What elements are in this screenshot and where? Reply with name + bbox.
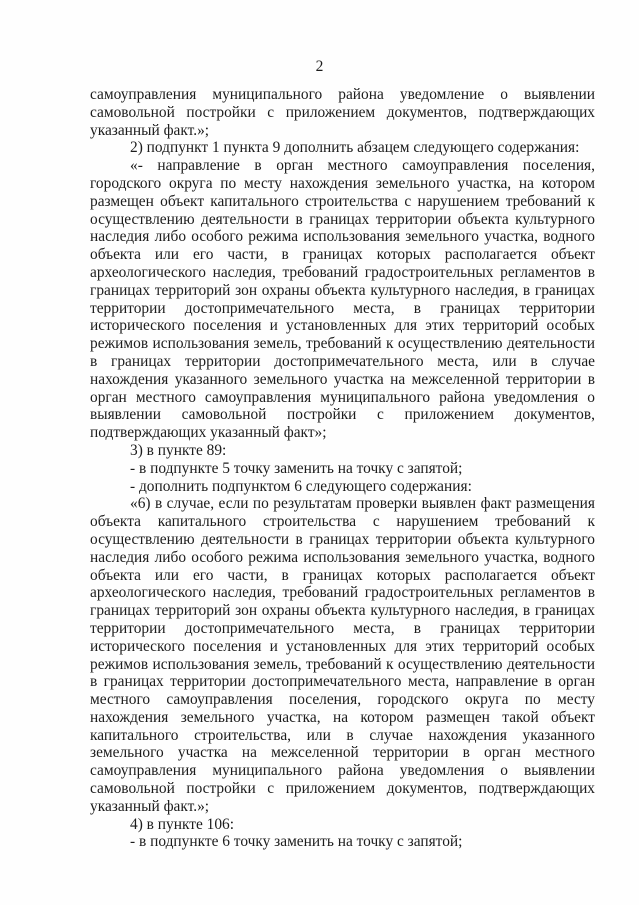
paragraph-subitem-replace-5: - в подпункте 5 точку заменить на точку с запятой; <box>130 459 463 477</box>
paragraph-item-2: 2) подпункт 1 пункта 9 дополнить абзацем следующего содержания: <box>130 139 580 157</box>
paragraph-item-3: 3) в пункте 89: <box>130 441 227 459</box>
paragraph-quoted-addition-1: «- направление в орган местного самоуправления поселения, городского округа по месту нахождения земельного участка, на котором размещен объект капитального строительства с нарушением требований к осуществлению деятельности в границах территории объекта культурного наследия либо особого режима использования земельного участка, водного объекта или его части, в границах которых располагается объект археологического наследия, требований градостроительных регламентов в границах территорий зон охраны объекта культурного наследия, в границах территории достопримечательного места, в границах территории исторического поселения и установленных для этих территорий особых режимов использования земель, требований к осуществлению деятельности в границах территории достопримечательного места, или в случае нахождения указанного земельного участка на межселенной территории в орган местного самоуправления муниципального района уведомления о выявлении самовольной постройки с приложением документов, подтверждающих указанный факт»; <box>90 157 595 442</box>
paragraph-subitem-replace-6: - в подпункте 6 точку заменить на точку с запятой; <box>130 833 463 851</box>
paragraph-item-4: 4) в пункте 106: <box>130 815 234 833</box>
paragraph-quoted-addition-2: «6) в случае, если по результатам проверки выявлен факт размещения объекта капитального строительства с нарушением требований к осуществлению деятельности в границах территории объекта культурного наследия либо особого режима использования земельного участка, водного объекта или его части, в границах которых располагается объект археологического наследия, требований градостроительных регламентов в границах территорий зон охраны объекта культурного наследия, в границах территории достопримечательного места, в границах территории исторического поселения и установленных для этих территорий особых режимов использования земель, требований к осуществлению деятельности в границах территории достопримечательного места, направление в орган местного самоуправления поселения, городского округа по месту нахождения земельного участка, на котором размещен такой объект капитального строительства, или в случае нахождения указанного земельного участка на межселенной территории в орган местного самоуправления муниципального района уведомления о выявлении самовольной постройки с приложением документов, подтверждающих указанный факт.»; <box>90 495 595 815</box>
paragraph-continuation: самоуправления муниципального района уведомление о выявлении самовольной постройки с приложением документов, подтверждающих указанный факт.»; <box>90 86 595 139</box>
document-body <box>90 86 595 851</box>
paragraph-subitem-add-6: - дополнить подпунктом 6 следующего содержания: <box>130 477 472 495</box>
page-number: 2 <box>315 58 324 75</box>
